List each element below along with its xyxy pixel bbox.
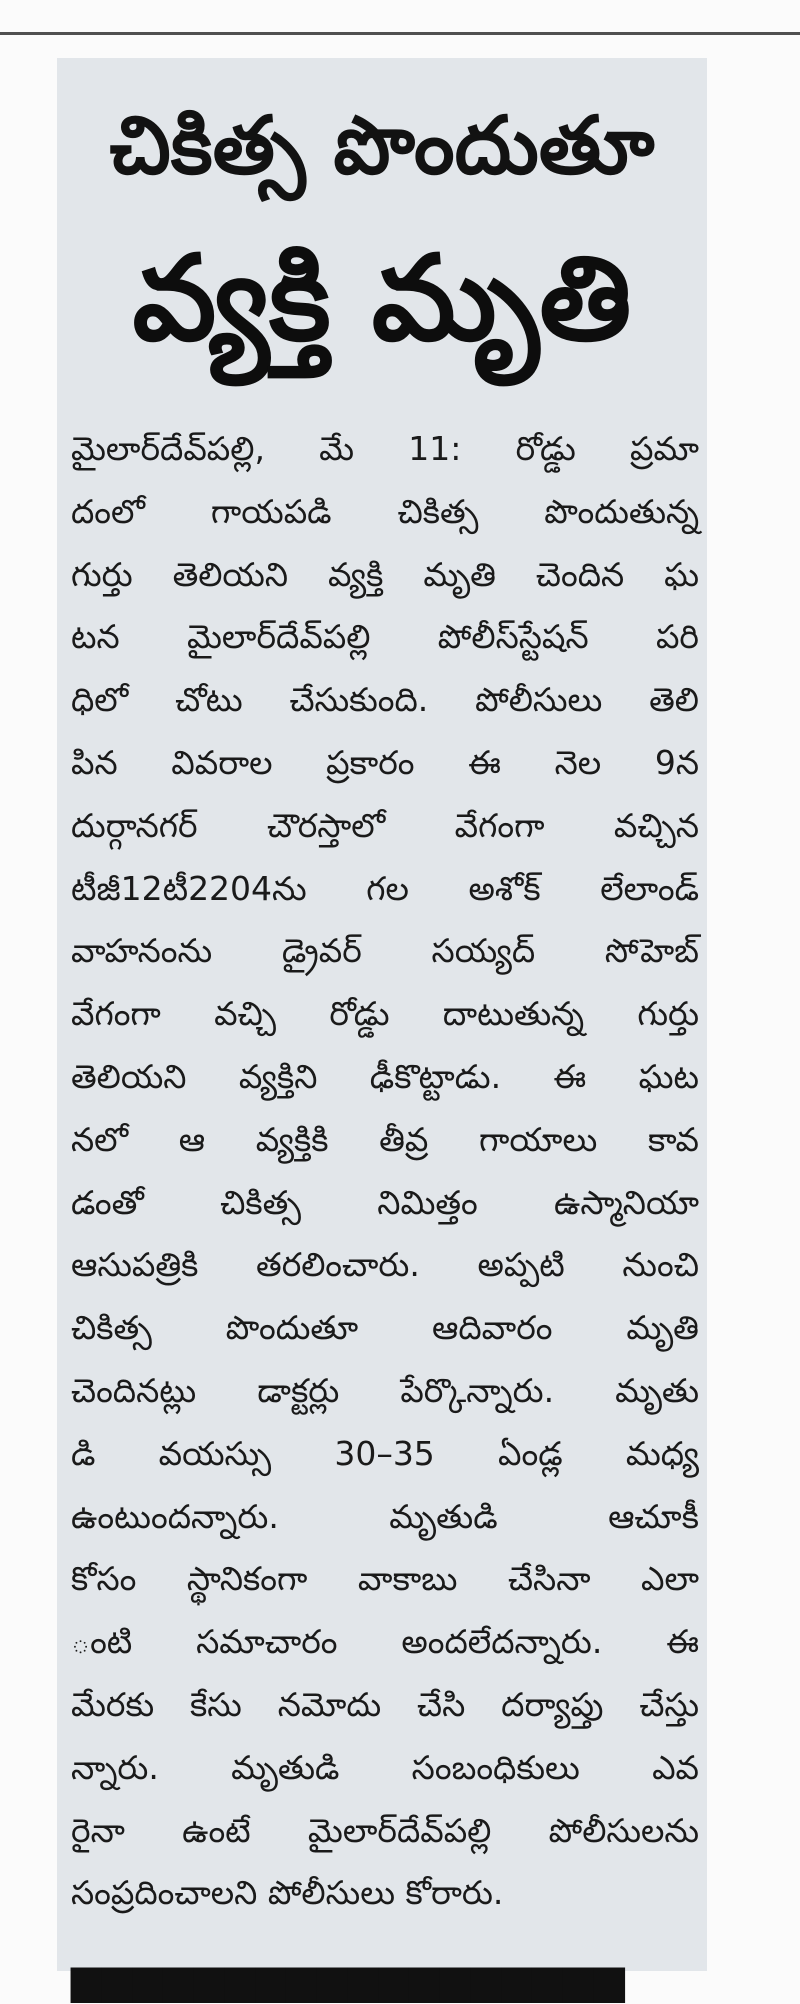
body-line: కోసం స్థానికంగా వాకాబు చేసినా ఎలా — [71, 1559, 699, 1599]
headline-line-2: వ్యక్తి మృతి — [132, 229, 632, 367]
body-line: రైనా ఉంటే మైలార్‌దేవ్‌పల్లి పోలీసులను — [71, 1810, 699, 1850]
top-divider — [0, 32, 800, 35]
body-line: చికిత్స పొందుతూ ఆదివారం మృతి — [71, 1308, 699, 1348]
body-line: వాహనంను డ్రైవర్ సయ్యద్ సోహెబ్ — [71, 931, 699, 971]
body-line: చెందినట్లు డాక్టర్లు పేర్కొన్నారు. మృతు — [71, 1370, 699, 1410]
body-line: ధిలో చోటు చేసుకుంది. పోలీసులు తెలి — [71, 680, 699, 720]
cropped-next-headline — [71, 1956, 699, 2003]
body-line: పిన వివరాల ప్రకారం ఈ నెల 9న — [71, 742, 699, 782]
body-line: డి వయస్సు 30–35 ఏండ్ల మధ్య — [71, 1433, 699, 1473]
body-line: మైలార్‌దేవ్‌పల్లి, మే 11: రోడ్డు ప్రమా — [71, 429, 699, 468]
news-article-clipping — [57, 58, 707, 2003]
body-line: దంలో గాయపడి చికిత్స పొందుతున్న — [71, 491, 699, 531]
body-line: తెలియని వ్యక్తిని ఢీకొట్టాడు. ఈ ఘట — [71, 1056, 699, 1096]
body-line: గుర్తు తెలియని వ్యక్తి మృతి చెందిన ఘ — [71, 554, 699, 594]
body-line: సంప్రదించాలని పోలీసులు కోరారు. — [71, 1873, 504, 1913]
article-body — [71, 418, 699, 1925]
body-line: ంటి సమాచారం అందలేదన్నారు. ఈ — [71, 1622, 699, 1662]
headline-line-1: చికిత్స పొందుతూ — [109, 99, 655, 192]
body-line: టీజీ12టీ2204ను గల అశోక్ లేలాండ్ — [71, 868, 699, 908]
body-line: డంతో చికిత్స నిమిత్తం ఉస్మానియా — [71, 1182, 699, 1222]
body-line: టన మైలార్‌దేవ్‌పల్లి పోలీస్‌స్టేషన్ పరి — [71, 617, 699, 657]
body-line: ఆసుపత్రికి తరలించారు. అప్పటి నుంచి — [71, 1245, 699, 1285]
body-line: నలో ఆ వ్యక్తికి తీవ్ర గాయాలు కావ — [71, 1119, 699, 1159]
body-line: ఉంటుందన్నారు. మృతుడి ఆచూకీ — [71, 1496, 699, 1536]
body-line: వేగంగా వచ్చి రోడ్డు దాటుతున్న గుర్తు — [71, 994, 699, 1034]
body-line: న్నారు. మృతుడి సంబంధికులు ఎవ — [71, 1747, 699, 1787]
body-line: మేరకు కేసు నమోదు చేసి దర్యాప్తు చేస్తు — [71, 1684, 699, 1724]
cropped-heading-fragment: ▆▆▆▆▆▆▆▆▆▆▆▆▆▆▆▆▆▆ — [71, 1957, 625, 2003]
body-line: దుర్గానగర్ చౌరస్తాలో వేగంగా వచ్చిన — [71, 805, 699, 845]
